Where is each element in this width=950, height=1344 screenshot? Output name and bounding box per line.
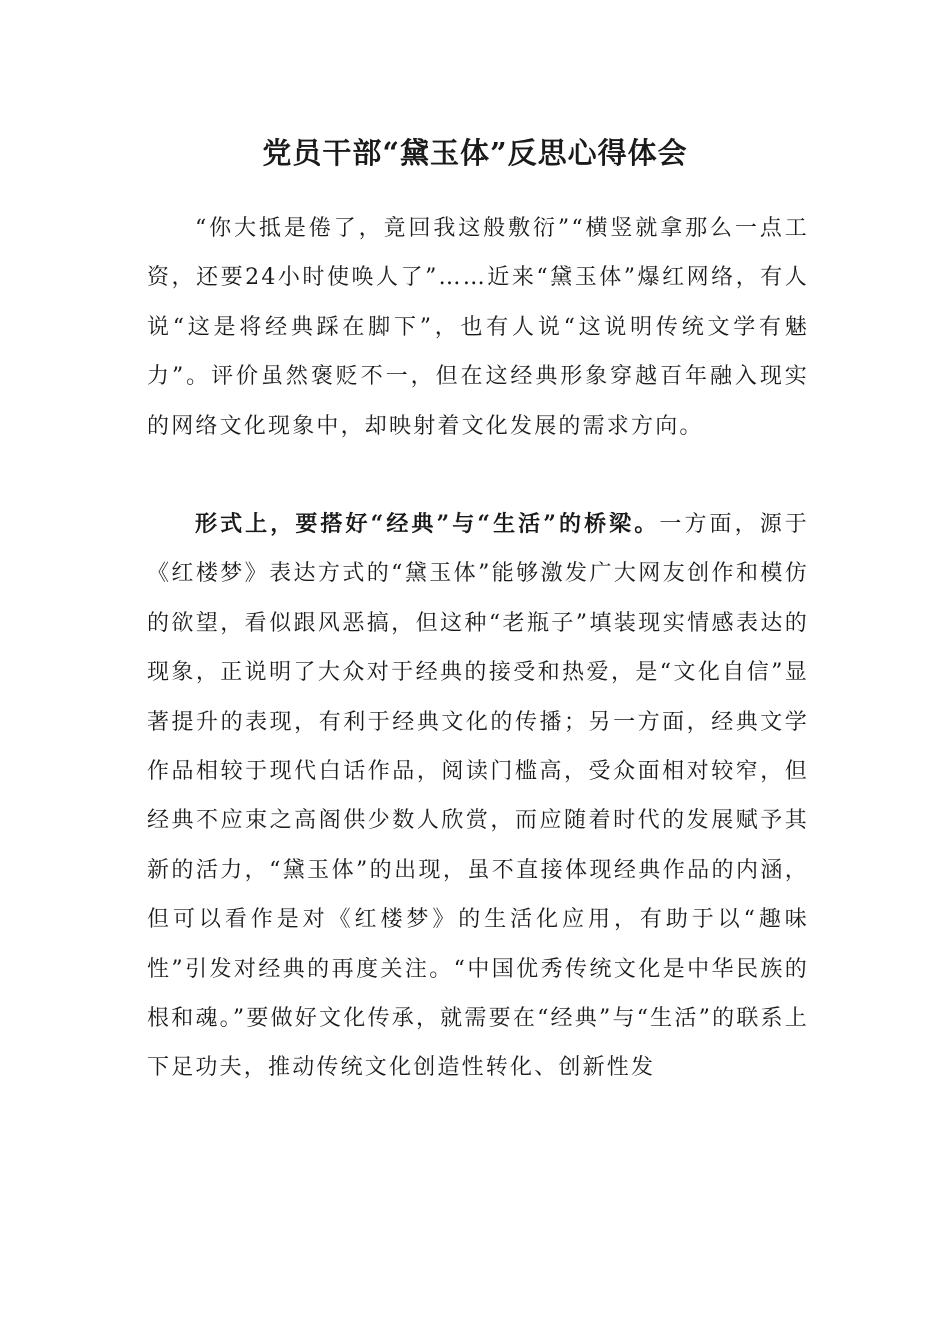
- paragraph-intro-text: “你大抵是倦了，竟回我这般敷衍”“横竖就拿那么一点工资，还要24小时使唤人了”……近来“黛玉体”爆红网络，有人说“这是将经典踩在脚下”，也有人说“这说明传统文学有魅力”。评价虽然褒贬不一，但在这经典形象穿越百年融入现实的网络文化现象中，却映射着文化发展的需求方向。: [147, 216, 809, 439]
- document-title: 党员干部“黛玉体”反思心得体会: [262, 136, 688, 170]
- paragraph-form-heading: 形式上，要搭好“经典”与“生活”的桥梁。: [195, 511, 660, 537]
- paragraph-form-text: 一方面，源于《红楼梦》表达方式的“黛玉体”能够激发广大网友创作和模仿的欲望，看似跟风恶搞，但这种“老瓶子”填装现实情感表达的现象，正说明了大众对于经典的接受和热爱，是“文化自信”显著提升的表现，有利于经典文化的传播；另一方面，经典文学作品相较于现代白话作品，阅读门槛高，受众面相对较窄，但经典不应束之高阁供少数人欣赏，而应随着时代的发展赋予其新的活力，“黛玉体”的出现，虽不直接体现经典作品的内涵，但可以看作是对《红楼梦》的生活化应用，有助于以“趣味性”引发对经典的再度关注。“中国优秀传统文化是中华民族的根和魂。”要做好文化传承，就需要在“经典”与“生活”的联系上下足功夫，推动传统文化创造性转化、创新性发: [147, 512, 809, 1081]
- paragraph-form: [147, 500, 809, 1093]
- paragraph-intro: [147, 204, 809, 451]
